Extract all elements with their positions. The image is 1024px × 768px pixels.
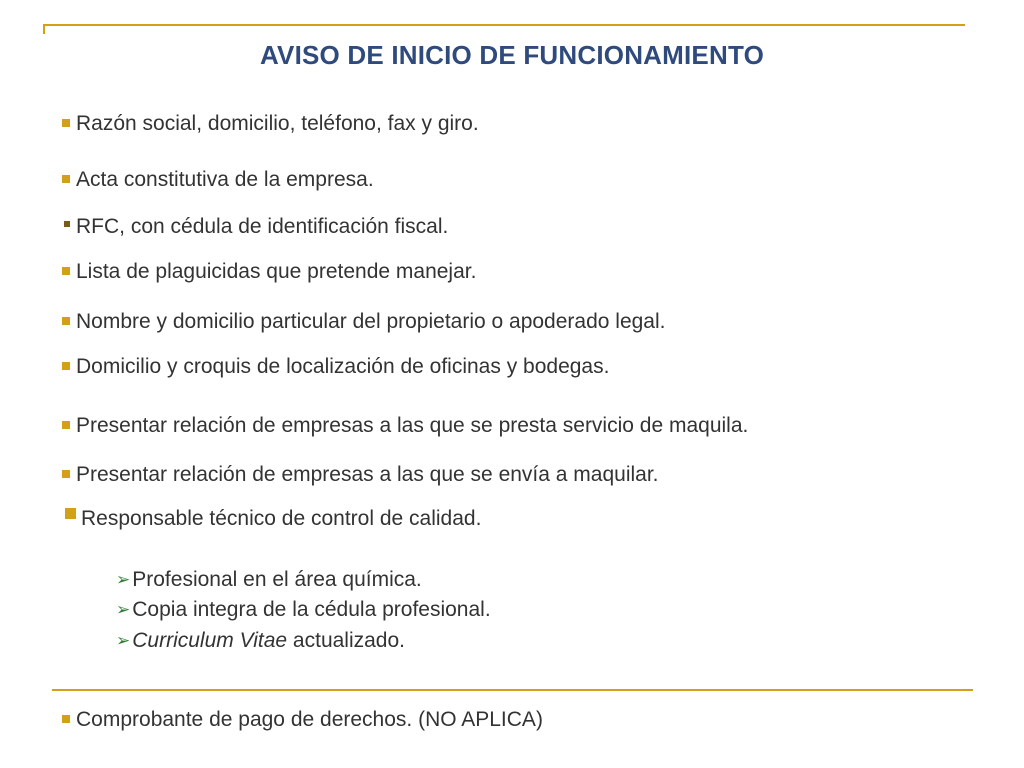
list-item-text: Nombre y domicilio particular del propietario o apoderado legal. — [76, 310, 666, 333]
section-divider — [52, 689, 973, 691]
square-bullet-icon — [62, 267, 70, 275]
list-item — [62, 462, 659, 488]
list-item — [62, 167, 374, 193]
square-bullet-icon — [64, 221, 70, 227]
sub-list-item — [116, 597, 491, 623]
list-item — [62, 413, 748, 439]
top-border-corner — [43, 24, 45, 34]
list-item-text: RFC, con cédula de identificación fiscal. — [76, 215, 449, 238]
list-item-text: Domicilio y croquis de localización de oficinas y bodegas. — [76, 355, 610, 378]
sub-list-item-text: Copia integra de la cédula profesional. — [132, 598, 491, 621]
square-bullet-icon — [62, 421, 70, 429]
square-bullet-icon — [65, 508, 76, 519]
square-bullet-icon — [62, 715, 70, 723]
list-item — [62, 214, 448, 240]
list-item — [62, 309, 666, 335]
list-item-text: Presentar relación de empresas a las que se envía a maquilar. — [76, 463, 659, 486]
square-bullet-icon — [62, 175, 70, 183]
arrow-bullet-icon: ➢ — [116, 600, 131, 619]
list-item-text: Presentar relación de empresas a las que se presta servicio de maquila. — [76, 414, 749, 437]
list-item-text: Razón social, domicilio, teléfono, fax y giro. — [76, 112, 479, 135]
list-item — [62, 259, 476, 285]
page-title: AVISO DE INICIO DE FUNCIONAMIENTO — [259, 40, 764, 70]
arrow-bullet-icon: ➢ — [116, 631, 131, 650]
sub-list-item-italic-text: Curriculum Vitae — [132, 629, 288, 652]
square-bullet-icon — [62, 119, 70, 127]
square-bullet-icon — [62, 470, 70, 478]
arrow-bullet-icon: ➢ — [116, 570, 131, 589]
sub-list-item-text: Profesional en el área química. — [132, 568, 422, 591]
list-item — [62, 354, 609, 380]
list-item — [62, 111, 479, 137]
top-border-line — [43, 24, 965, 26]
list-item-text: Lista de plaguicidas que pretende manejar. — [76, 260, 477, 283]
square-bullet-icon — [62, 317, 70, 325]
list-item-text: Responsable técnico de control de calidad. — [81, 507, 482, 530]
list-item — [62, 707, 543, 733]
sub-list-item — [116, 628, 405, 654]
sub-list-item — [116, 567, 422, 593]
list-item-text: Acta constitutiva de la empresa. — [76, 168, 374, 191]
list-item — [65, 506, 481, 532]
square-bullet-icon — [62, 362, 70, 370]
list-item-text: Comprobante de pago de derechos. (NO APLICA) — [76, 708, 543, 731]
sub-list-item-text: actualizado. — [287, 629, 406, 652]
